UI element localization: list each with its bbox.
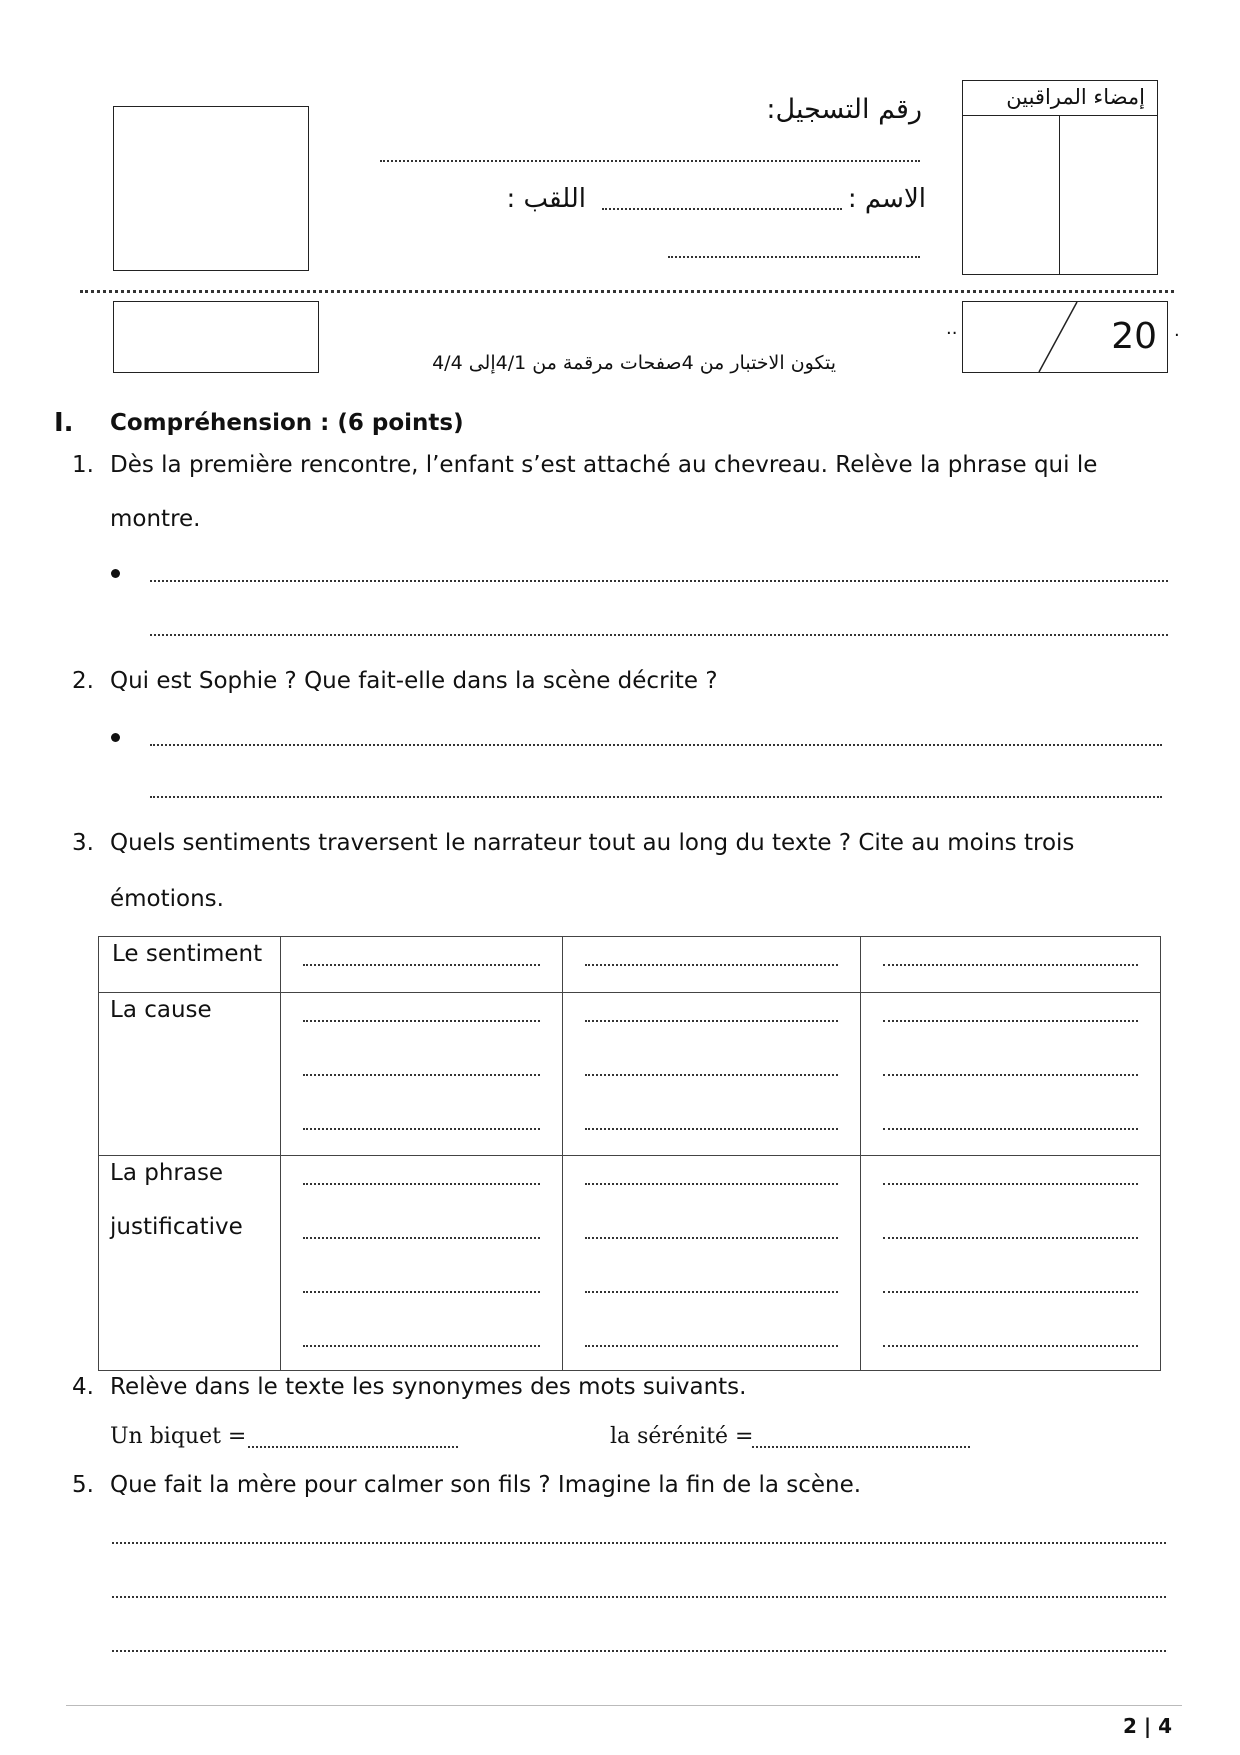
pages-note: يتكون الاختبار من 4صفحات مرقمة من 4/1إلى 4/4 [432,352,836,374]
dotted-line [585,1074,838,1076]
dotted-line [883,1237,1138,1239]
synonym-answer-1[interactable] [248,1446,458,1448]
dotted-line [883,1291,1138,1293]
dotted-line [303,1237,540,1239]
dotted-line [303,1128,540,1130]
row-label-cell [99,937,281,993]
cause-cell[interactable] [861,993,1161,1156]
registration-field[interactable] [380,160,920,162]
score-box [962,301,1168,373]
row-label-cell [99,993,281,1156]
supervisors-label: إمضاء المراقبين [1006,85,1145,109]
question-2-number: 2. [72,668,94,694]
header-separator [80,290,1174,293]
dotted-line [303,1345,540,1347]
score-dots-left: .. [946,318,958,339]
answer-1-line-1[interactable] [150,580,1168,582]
photo-box [113,106,309,271]
dotted-line [303,1020,540,1022]
cause-cell[interactable] [563,993,861,1156]
answer-1-line-2[interactable] [150,634,1168,636]
sentiment-cell[interactable] [861,937,1161,993]
answer-2-line-2[interactable] [150,796,1162,798]
sentiment-cell[interactable] [563,937,861,993]
supervisors-divider-h [963,115,1157,116]
question-1-text-cont: montre. [110,506,201,532]
question-5-number: 5. [72,1472,94,1498]
question-1-bullet [111,569,120,578]
dotted-line [303,1291,540,1293]
footer-rule [66,1705,1182,1706]
dotted-line [883,1128,1138,1130]
question-1-text: Dès la première rencontre, l’enfant s’est attaché au chevreau. Relève la phrase qui le [110,452,1098,478]
section-numeral: I. [54,408,74,438]
score-dot-right: . [1174,320,1180,341]
section-title: Compréhension : (6 points) [110,410,464,436]
supervisors-divider-v [1059,115,1060,274]
dotted-line [585,1128,838,1130]
dotted-line [883,1074,1138,1076]
page-number: 2 | 4 [1122,1714,1172,1738]
answer-5-line-3[interactable] [112,1650,1166,1652]
dotted-line [883,1345,1138,1347]
question-4-number: 4. [72,1374,94,1400]
synonym-answer-2[interactable] [752,1446,970,1448]
surname-label: اللقب : [506,184,586,214]
dotted-line [585,1291,838,1293]
phrase-cell[interactable] [281,1156,563,1371]
supervisors-box [962,80,1158,275]
question-2-text: Qui est Sophie ? Que fait-elle dans la scène décrite ? [110,668,718,694]
emotions-table [98,936,1161,1371]
question-2-bullet [111,733,120,742]
dotted-line [585,964,838,966]
registration-label: رقم التسجيل: [766,94,922,125]
dotted-line [585,1020,838,1022]
row-label-justificative: justificative [110,1214,243,1240]
sentiment-cell[interactable] [281,937,563,993]
surname-field[interactable] [668,256,920,258]
row-label-phrase: La phrase [110,1160,224,1186]
dotted-line [883,964,1138,966]
dotted-line [303,1183,540,1185]
table-row [99,993,1161,1156]
grade-box[interactable] [113,301,319,373]
score-total: 20 [1111,316,1157,357]
answer-2-line-1[interactable] [150,744,1162,746]
answer-5-line-1[interactable] [112,1542,1166,1544]
question-4-text: Relève dans le texte les synonymes des mots suivants. [110,1374,747,1400]
phrase-cell[interactable] [861,1156,1161,1371]
name-label: الاسم : [847,184,926,214]
table-row [99,937,1161,993]
dotted-line [883,1183,1138,1185]
phrase-cell[interactable] [563,1156,861,1371]
question-5-text: Que fait la mère pour calmer son fils ? Imagine la fin de la scène. [110,1472,862,1498]
name-field[interactable] [602,208,842,210]
dotted-line [585,1237,838,1239]
dotted-line [303,964,540,966]
question-1-number: 1. [72,452,94,478]
synonym-word-1: Un biquet = [110,1424,247,1449]
question-3-number: 3. [72,830,94,856]
row-label-sentiment: Le sentiment [112,941,263,967]
cause-cell[interactable] [281,993,563,1156]
dotted-line [585,1345,838,1347]
question-3-text: Quels sentiments traversent le narrateur tout au long du texte ? Cite au moins trois [110,830,1075,856]
dotted-line [585,1183,838,1185]
dotted-line [303,1074,540,1076]
question-3-text-cont: émotions. [110,886,224,912]
synonym-word-2: la sérénité = [610,1424,754,1449]
row-label-cause: La cause [110,997,212,1023]
answer-5-line-2[interactable] [112,1596,1166,1598]
row-label-cell [99,1156,281,1371]
table-row [99,1156,1161,1371]
dotted-line [883,1020,1138,1022]
